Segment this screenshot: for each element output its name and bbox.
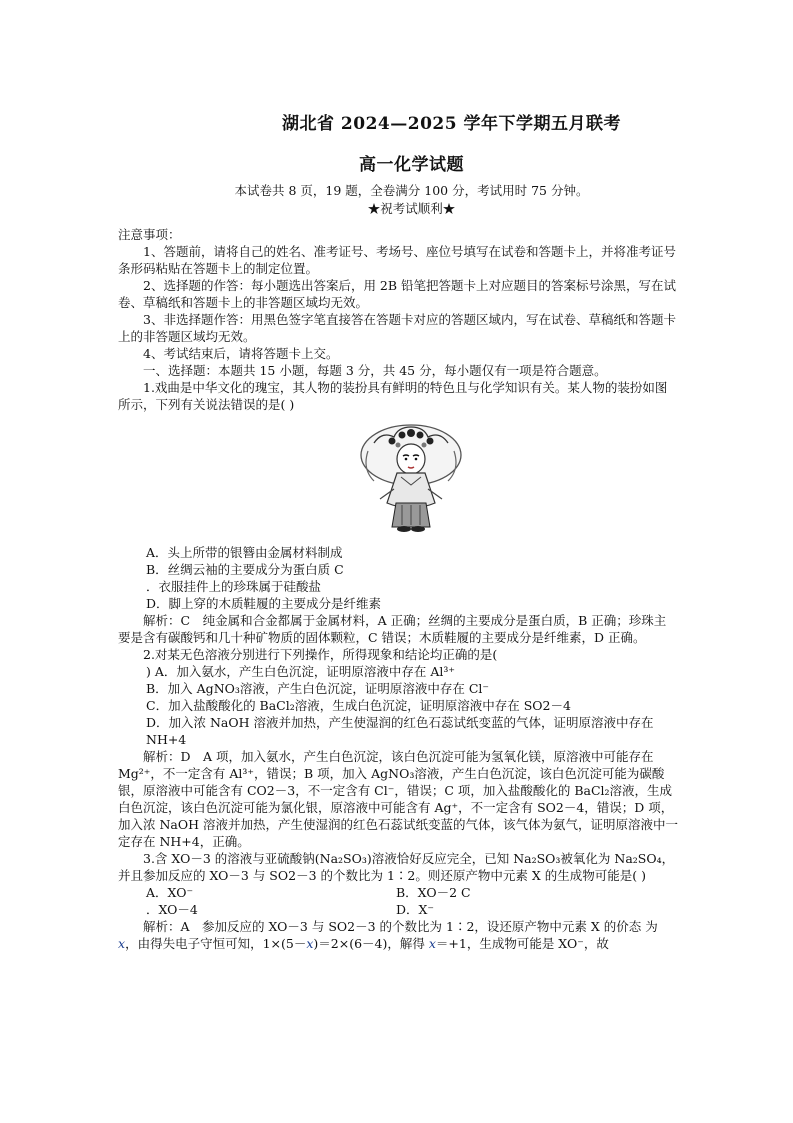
section-1-heading: 一、选择题：本题共 15 小题，每题 3 分，共 45 分，每小题仅有一项是符合题意。 — [143, 363, 607, 378]
exam-info: 本试卷共 8 页，19 题，全卷满分 100 分，考试用时 75 分钟。 — [234, 183, 589, 198]
question-3-options-row-1 — [118, 884, 678, 901]
question-2-stem: 2.对某无色溶液分别进行下列操作，所得现象和结论均正确的是( — [143, 647, 498, 662]
notice-item-4: 4、考试结束后，请将答题卡上交。 — [143, 346, 339, 361]
question-3-option-c: ．XO－4 — [146, 902, 198, 917]
question-3-option-b: B．XO－2 C — [396, 885, 471, 900]
variable-x: x — [118, 936, 126, 951]
question-3-analysis-part-4: ＝+1，生成物可能是 XO⁻，故 — [435, 936, 609, 951]
exam-title: 湖北省 2024—2025 学年下学期五月联考 — [282, 114, 621, 134]
question-1-option-a: A．头上所带的银簪由金属材料制成 — [146, 545, 343, 560]
question-3-analysis-part-1: 解析：A 参加反应的 XO－3 与 SO2－3 的个数比为 1∶2，设还原产物中元素 X 的价态 为 — [143, 919, 658, 934]
question-3-stem: 3.含 XO－3 的溶液与亚硫酸钠(Na₂SO₃)溶液恰好反应完全，已知 Na₂SO₃被氧化为 Na₂SO₄，并且参加反应的 XO－3 与 SO2－3 的个数比为 1∶2。则还原产物中元素 X 的生成物可能是( ) — [118, 851, 675, 883]
notice-heading: 注意事项： — [118, 227, 181, 242]
question-2-option-a: ) A．加入氨水，产生白色沉淀，证明原溶液中存在 Al³⁺ — [146, 664, 455, 679]
variable-x: x — [306, 936, 314, 951]
question-3-option-d: D．X⁻ — [396, 902, 435, 917]
notice-item-1: 1、答题前，请将自己的姓名、准考证号、考场号、座位号填写在试卷和答题卡上，并将准考证号条形码粘贴在答题卡上的制定位置。 — [118, 244, 676, 276]
question-3-analysis — [118, 918, 678, 952]
question-1-option-c: ．衣服挂件上的珍珠属于硅酸盐 — [146, 579, 322, 594]
variable-x: x — [428, 936, 436, 951]
question-2-option-b: B．加入 AgNO₃溶液，产生白色沉淀，证明原溶液中存在 Cl⁻ — [146, 681, 490, 696]
exam-subtitle: 高一化学试题 — [359, 155, 464, 175]
opera-figure-image — [356, 421, 466, 536]
question-3-option-a: A．XO⁻ — [146, 885, 194, 900]
question-2-analysis: 解析：D A 项，加入氨水，产生白色沉淀，该白色沉淀可能为氢氧化镁，原溶液中可能存在 Mg²⁺，不一定含有 Al³⁺，错误；B 项，加入 AgNO₃溶液，产生白色沉淀，该白色沉淀可能为碳酸银，原溶液中可能含有 CO2－3，不一定含有 Cl⁻，错误；C 项，加入盐酸酸化的 BaCl₂溶液，生成白色沉淀，该白色沉淀可能为氯化银，原溶液中可能含有 Ag⁺，不一定含有 SO2－4，错误；D 项，加入浓 NaOH 溶液并加热，产生使湿润的红色石蕊试纸变蓝的气体，该气体为氨气，证明原溶液中一定存在 NH+4，正确。 — [118, 749, 678, 849]
question-3-analysis-part-2: ，由得失电子守恒可知，1×(5－ — [125, 936, 307, 951]
notice-item-3: 3、非选择题作答：用黑色签字笔直接答在答题卡对应的答题区域内，写在试卷、草稿纸和答题卡上的非答题区域均无效。 — [118, 312, 676, 344]
exam-body — [118, 226, 678, 952]
question-1-option-d: D．脚上穿的木质鞋履的主要成分是纤维素 — [146, 596, 382, 611]
question-2-option-d: D．加入浓 NaOH 溶液并加热，产生使湿润的红色石蕊试纸变蓝的气体，证明原溶液中存在 NH+4 — [146, 715, 654, 747]
question-2-option-c: C．加入盐酸酸化的 BaCl₂溶液，生成白色沉淀，证明原溶液中存在 SO2－4 — [146, 698, 571, 713]
question-1-stem: 1.戏曲是中华文化的瑰宝，其人物的装扮具有鲜明的特色且与化学知识有关。某人物的装扮如图所示，下列有关说法错误的是( ) — [118, 380, 668, 412]
exam-wish: ★祝考试顺利★ — [367, 201, 456, 216]
question-1-option-b: B．丝绸云袖的主要成分为蛋白质 C — [146, 562, 344, 577]
question-3-analysis-part-3: )＝2×(6－4)，解得 — [313, 936, 429, 951]
notice-item-2: 2、选择题的作答：每小题选出答案后，用 2B 铅笔把答题卡上对应题目的答案标号涂黑，写在试卷、草稿纸和答题卡上的非答题区域均无效。 — [118, 278, 677, 310]
question-1-analysis: 解析：C 纯金属和合金都属于金属材料，A 正确；丝绸的主要成分是蛋白质，B 正确；珍珠主要是含有碳酸钙和几十种矿物质的固体颗粒，C 错误；木质鞋履的主要成分是纤维素，D 正确。 — [118, 613, 667, 645]
question-3-options-row-2 — [118, 901, 678, 918]
